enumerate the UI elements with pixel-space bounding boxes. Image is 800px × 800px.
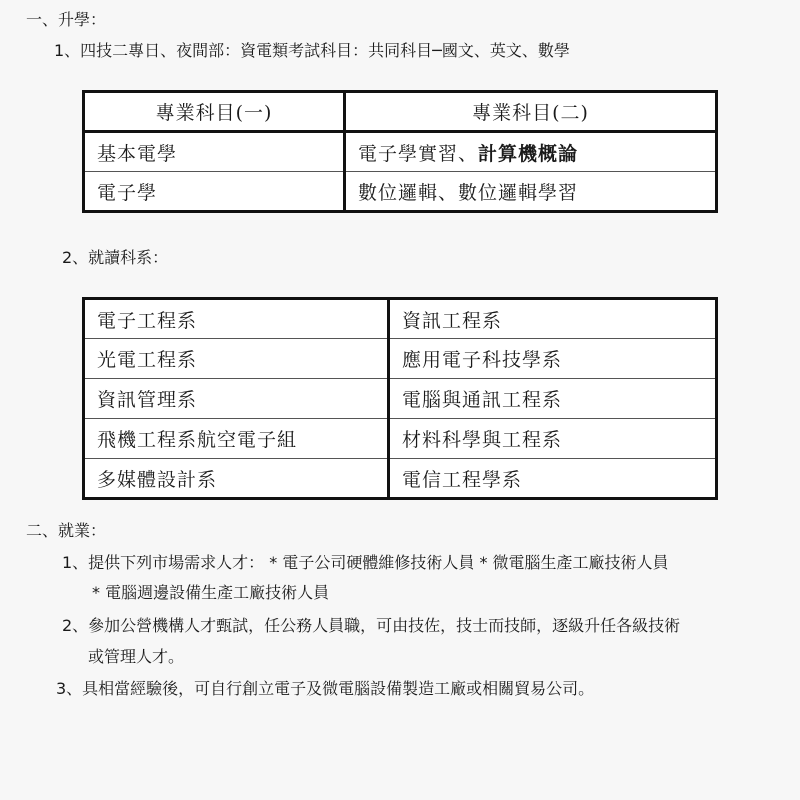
departments-table (82, 297, 718, 500)
department-cell: 電信工程學系 (389, 459, 717, 499)
section-heading-further-study: 一、升學： (26, 10, 107, 29)
department-cell: 多媒體設計系 (84, 459, 389, 499)
employment-item-3: 3、具相當經驗後，可自行創立電子及微電腦設備製造工廠或相關貿易公司。 (56, 679, 595, 698)
subject-cell: 基本電學 (84, 132, 345, 172)
employment-item-1-cont: * 電腦週邊設備生產工廠技術人員 (92, 583, 330, 602)
employment-item-2: 2、參加公營機構人才甄試，任公務人員職，可由技佐，技士而技師，逐級升任各級技術 (62, 616, 681, 635)
table-row (84, 459, 717, 499)
subjects-header-2: 專業科目(二) (345, 92, 717, 132)
departments-label: 2、就讀科系： (62, 248, 169, 267)
department-cell: 材料科學與工程系 (389, 419, 717, 459)
department-cell: 資訊工程系 (389, 299, 717, 339)
department-cell: 資訊管理系 (84, 379, 389, 419)
exam-subjects-text: 1、四技二專日、夜間部：資電類考試科目：共同科目─國文、英文、數學 (54, 41, 570, 60)
subject-cell: 電子學 (84, 172, 345, 212)
department-cell: 電子工程系 (84, 299, 389, 339)
employment-item-1: 1、提供下列市場需求人才： * 電子公司硬體維修技術人員 * 微電腦生產工廠技術人員 (62, 553, 669, 572)
subjects-table-header-row (84, 92, 717, 132)
subjects-table (82, 90, 718, 213)
department-cell: 應用電子科技學系 (389, 339, 717, 379)
table-row (84, 379, 717, 419)
table-row (84, 339, 717, 379)
subjects-header-1: 專業科目(一) (84, 92, 345, 132)
employment-item-2-cont: 或管理人才。 (88, 647, 185, 666)
subject-text: 電子學實習、 (358, 142, 479, 165)
table-row (84, 299, 717, 339)
table-row (84, 172, 717, 212)
subject-cell: 數位邏輯、數位邏輯學習 (345, 172, 717, 212)
department-cell: 電腦與通訊工程系 (389, 379, 717, 419)
department-cell: 光電工程系 (84, 339, 389, 379)
table-row (84, 132, 717, 172)
subject-text-bold: 計算機概論 (478, 142, 579, 165)
section-heading-employment: 二、就業： (26, 521, 107, 540)
department-cell: 飛機工程系航空電子組 (84, 419, 389, 459)
subject-cell (345, 132, 717, 172)
table-row (84, 419, 717, 459)
